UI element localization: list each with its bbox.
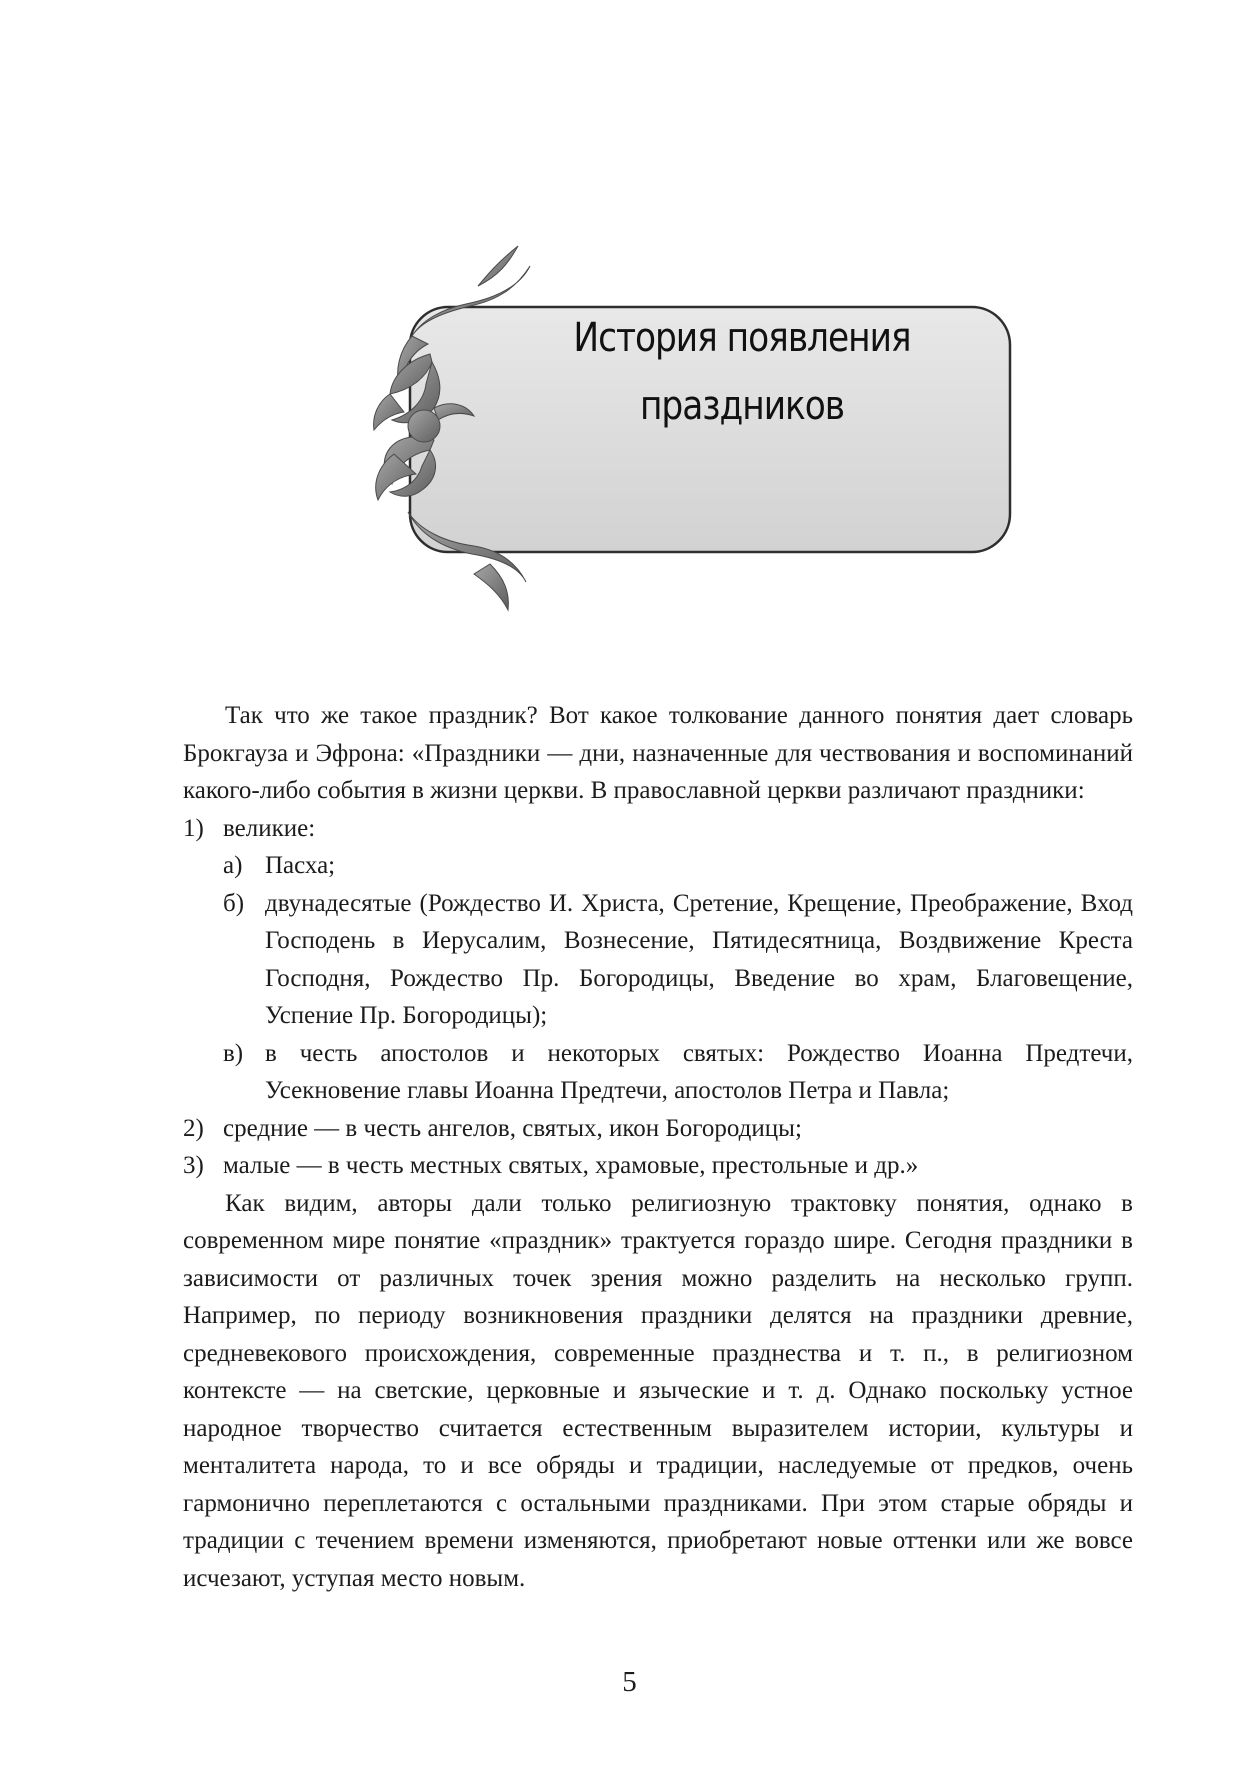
list-item-great xyxy=(183,810,1133,848)
sublist-item-text: в честь апостолов и некоторых святых: Рождество Иоанна Предтечи, Усекновение главы Иоанна Предтечи, апостолов Петра и Павла; xyxy=(265,1039,1133,1104)
list-marker: 3) xyxy=(183,1152,204,1179)
body-text xyxy=(183,697,1133,1597)
list-item-text: великие: xyxy=(223,814,316,842)
closing-paragraph: Как видим, авторы дали только религиозную трактовку понятия, однако в современном мире понятие «праздник» трактуется гораздо шире. Сегодня праздники в зависимости от различных точек зрения можно разделить на несколько групп. Например, по периоду возникновения праздники делятся на праздники древние, средневекового происхождения, современные празднества и т. п., в религиозном контексте — на светские, церковные и языческие и т. д. Однако поскольку устное народное творчество считается естественным выразителем истории, культуры и менталитета народа, то и все обряды и традиции, наследуемые от предков, очень гармонично переплетаются с остальными праздниками. При этом старые обряды и традиции с течением времени изменяются, приобретают новые оттенки или же вовсе исчезают, уступая место новым. xyxy=(183,1189,1133,1592)
sublist-marker: в) xyxy=(223,1039,244,1067)
intro-paragraph: Так что же такое праздник? Вот какое толкование данного понятия дает словарь Брокгауза и Эфрона: «Праздники — дни, назначенные для чествования и воспоминаний какого-либо события в жизни церкви. В православной церкви различают праздники: xyxy=(183,702,1133,804)
sublist-item-apostles xyxy=(183,1035,1133,1110)
sublist-item-text: двунадесятые (Рождество И. Христа, Сретение, Крещение, Преображение, Вход Господень в Иерусалим, Вознесение, Пятидесятница, Воздвижение Креста Господня, Рождество Пр. Богородицы, Введение во храм, Благовещение, Успение Пр. Богородицы); xyxy=(265,889,1133,1029)
list-item-text: средние — в честь ангелов, святых, икон Богородицы; xyxy=(223,1114,802,1142)
sublist-item-easter xyxy=(183,847,1133,885)
chapter-title-line-2: праздников xyxy=(639,383,845,429)
list-item-middle xyxy=(183,1110,1133,1148)
sublist-item-text: Пасха; xyxy=(265,852,336,879)
chapter-title-line-1: История появления xyxy=(573,315,911,361)
list-item-small xyxy=(183,1147,1133,1185)
list-item-text: малые — в честь местных святых, храмовые, престольные и др.» xyxy=(223,1152,919,1179)
list-marker: 2) xyxy=(183,1114,204,1142)
chapter-title xyxy=(527,304,957,440)
sublist-marker: б) xyxy=(223,889,245,917)
chapter-title-frame xyxy=(370,244,1020,614)
page-number: 5 xyxy=(622,1666,637,1698)
sublist-item-twelve-feasts xyxy=(183,885,1133,1035)
sublist-marker: а) xyxy=(223,852,243,879)
list-marker: 1) xyxy=(183,814,204,842)
